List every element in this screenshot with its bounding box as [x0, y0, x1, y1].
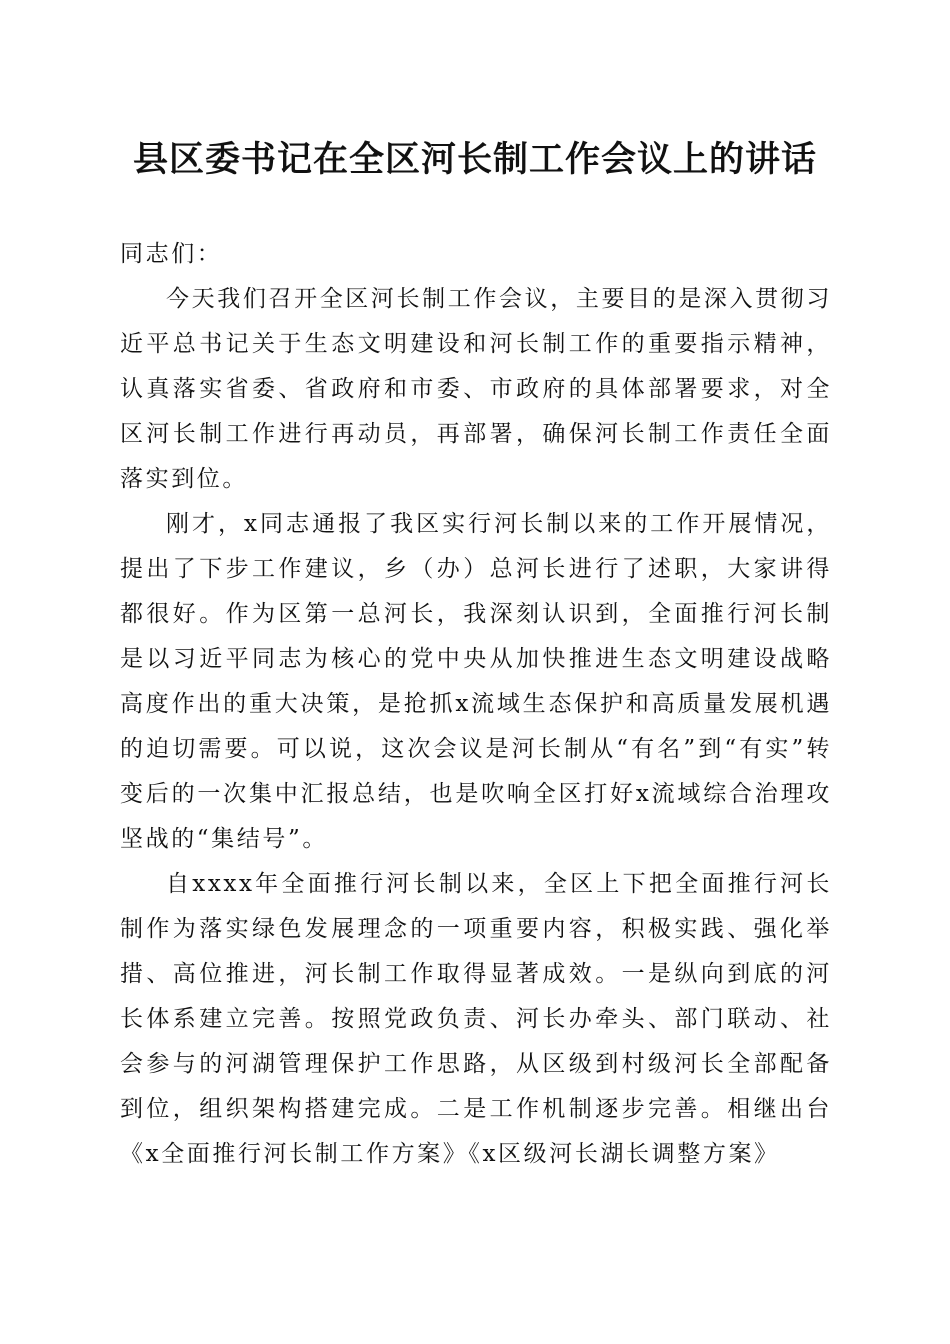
paragraph-2: 刚才，x同志通报了我区实行河长制以来的工作开展情况，提出了下步工作建议，乡（办）总河长进行了述职，大家讲得都很好。作为区第一总河长，我深刻认识到，全面推行河长制是以习近平同志为核心的党中央从加快推进生态文明建设战略高度作出的重大决策，是抢抓x流域生态保护和高质量发展机遇的迫切需要。可以说，这次会议是河长制从“有名”到“有实”转变后的一次集中汇报总结，也是吹响全区打好x流域综合治理攻坚战的“集结号”。 — [120, 511, 832, 852]
document-title: 县区委书记在全区河长制工作会议上的讲话 — [132, 139, 817, 180]
document-body — [120, 232, 832, 1177]
paragraph-3: 自xxxx年全面推行河长制以来，全区上下把全面推行河长制作为落实绿色发展理念的一项重要内容，积极实践、强化举措、高位推进，河长制工作取得显著成效。一是纵向到底的河长体系建立完善。按照党政负责、河长办牵头、部门联动、社会参与的河湖管理保护工作思路，从区级到村级河长全部配备到位，组织架构搭建完成。二是工作机制逐步完善。相继出台《x全面推行河长制工作方案》《x区级河长湖长调整方案》 — [120, 871, 832, 1167]
salutation: 同志们： — [120, 241, 223, 267]
paragraph-1: 今天我们召开全区河长制工作会议，主要目的是深入贯彻习近平总书记关于生态文明建设和河长制工作的重要指示精神，认真落实省委、省政府和市委、市政府的具体部署要求，对全区河长制工作进行再动员，再部署，确保河长制工作责任全面落实到位。 — [120, 286, 832, 492]
